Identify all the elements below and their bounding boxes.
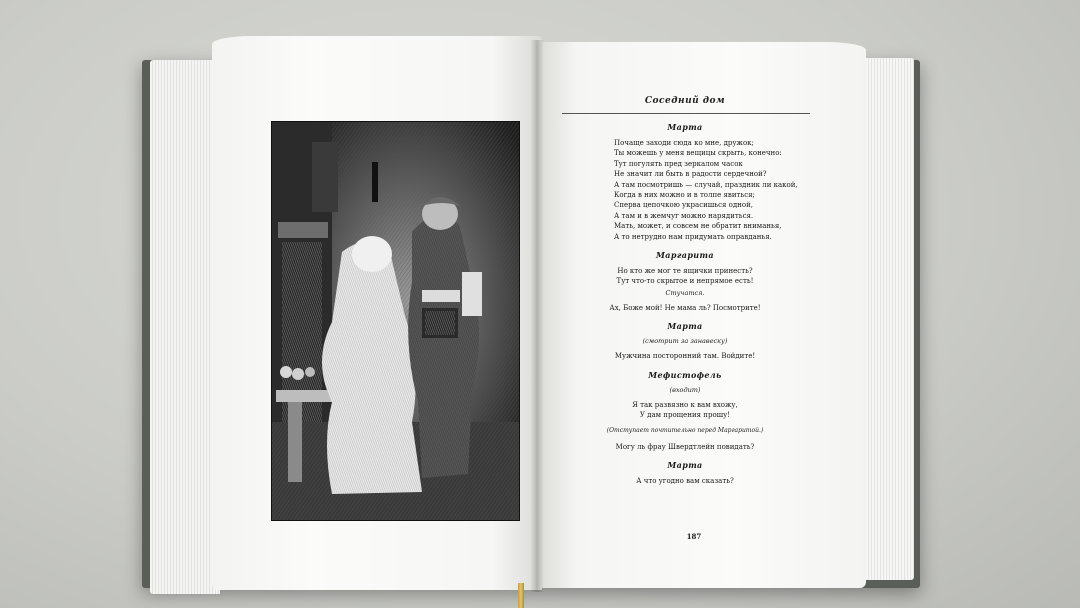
verse-line: А что угодно вам сказать? xyxy=(636,476,734,485)
verse-group xyxy=(560,303,810,313)
verse-line: А там и в жемчуг можно нарядиться. xyxy=(614,211,754,220)
verse-line: А там посмотришь — случай, праздник ли какой, xyxy=(614,180,798,189)
speaker-name: Марта xyxy=(667,321,703,332)
page-number: 187 xyxy=(686,532,702,541)
verse-line: Не значит ли быть в радости сердечной? xyxy=(614,170,767,179)
stage-direction: (Отступает почтительно перед Маргаритой.) xyxy=(606,426,764,434)
stage-direction: Стучатся. xyxy=(665,288,705,297)
verse-line: Тут погулять пред зеркалом часок xyxy=(614,159,743,168)
verse-line: Почаще заходи сюда ко мне, дружок; xyxy=(614,139,754,147)
verse-group xyxy=(560,442,810,452)
verse-line: У дам прощения прошу! xyxy=(639,411,731,420)
stage-direction: (входит) xyxy=(669,385,701,394)
verse-line: Я так развязно к вам вхожу, xyxy=(632,400,738,409)
stage-direction: (смотрит за занавеску) xyxy=(642,337,728,346)
header-rule xyxy=(562,113,810,114)
wall-hook xyxy=(372,162,378,202)
speaker-name: Мефистофель xyxy=(648,369,722,380)
speaker-name: Марта xyxy=(667,122,703,132)
engraving-illustration xyxy=(271,121,520,521)
speaker-name: Маргарита xyxy=(656,250,714,261)
verse-line: Мужчина посторонний там. Войдите! xyxy=(614,352,756,361)
verse-line: Сперва цепочкою украсишься одной, xyxy=(614,201,753,210)
page-edges-left xyxy=(150,60,220,594)
verse-line: Ты можешь у меня вещицы скрыть, конечно: xyxy=(614,149,782,158)
verse-line: Могу ль фрау Швердтлейн повидать? xyxy=(615,442,755,451)
engraving-svg xyxy=(272,122,519,520)
play-text xyxy=(560,122,810,486)
page-edges-right xyxy=(860,58,914,580)
verse-line: Тут что-то скрытое и непрямое есть! xyxy=(616,277,754,286)
verse-group xyxy=(560,400,810,421)
verse-line: Мать, может, и совсем не обратит вниманья, xyxy=(614,222,782,231)
mirror-box xyxy=(462,272,482,316)
verse-line: Ах, Боже мой! Не мама ль? Посмотрите! xyxy=(609,303,761,312)
speaker-name: Марта xyxy=(667,459,703,470)
verse-line: Когда в них можно и в толпе явиться; xyxy=(614,191,755,200)
verse-group xyxy=(560,138,810,242)
verse-group xyxy=(560,266,810,287)
running-head: Соседний дом xyxy=(644,96,726,106)
verse-line: Но кто же мог те ящички принесть? xyxy=(617,267,753,276)
ribbon-bookmark xyxy=(518,583,524,608)
verse-group xyxy=(560,351,810,361)
verse-line: А то нетрудно нам придумать оправданья. xyxy=(614,232,772,241)
book-gutter xyxy=(530,40,544,592)
verse-group xyxy=(560,476,810,486)
